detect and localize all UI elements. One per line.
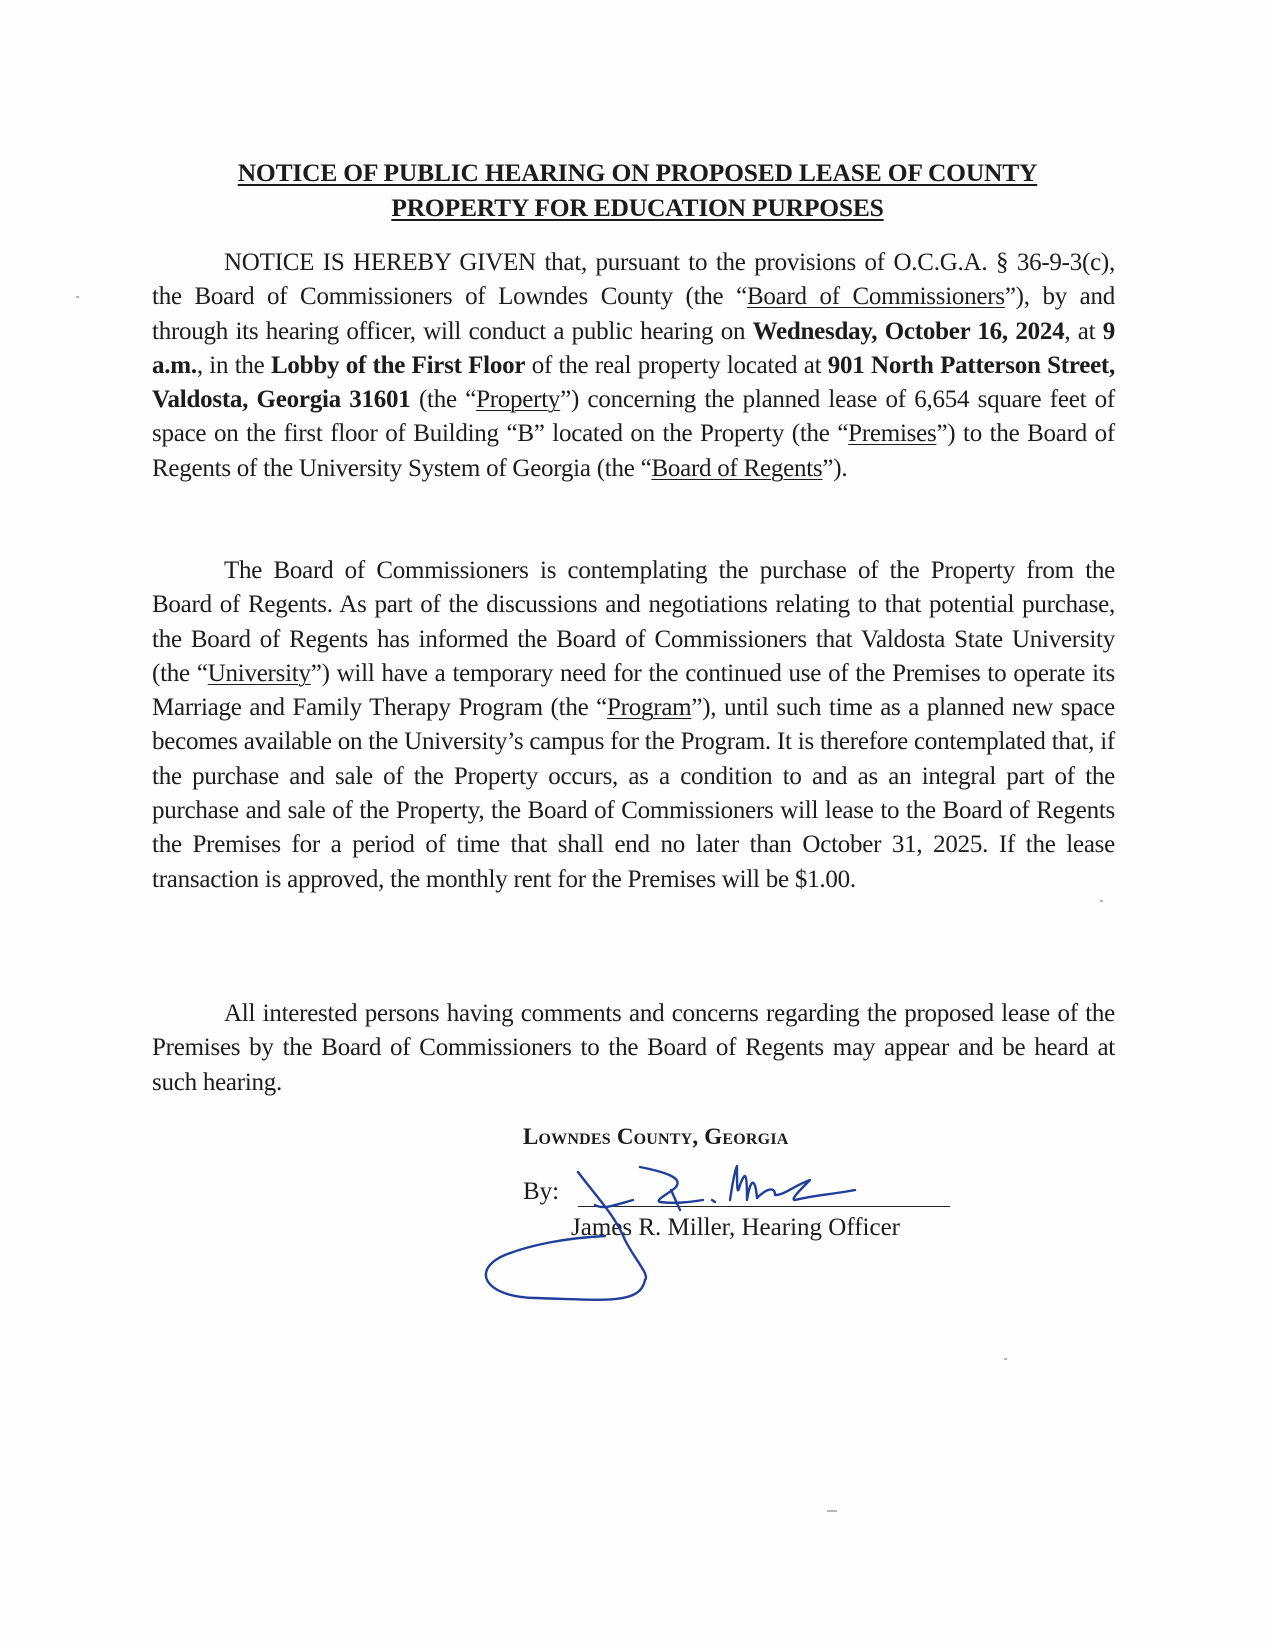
scan-speck	[76, 296, 79, 298]
paragraph-purchase-context: The Board of Commissioners is contemplating the purchase of the Property from the Board of Regents. As part of the discussions and negotiations relating to that potential purchase, the Board of Regents has informed the Board of Commissioners that Valdosta State University (the “University”) will have a temporary need for the continued use of the Premises to operate its Marriage and Family Therapy Program (the “Program”), until such time as a planned new space becomes available on the University’s campus for the Program. It is therefore contemplated that, if the purchase and sale of the Property occurs, as a condition to and as an integral part of the purchase and sale of the Property, the Board of Commissioners will lease to the Board of Regents the Premises for a period of time that shall end no later than October 31, 2025. If the lease transaction is approved, the monthly rent for the Premises will be $1.00.	[152, 557, 1115, 893]
by-label: By:	[523, 1178, 560, 1205]
defined-term-board-of-regents: Board of Regents	[651, 454, 823, 482]
defined-term-university: University	[207, 659, 311, 687]
paragraph-public-comment: All interested persons having comments and concerns regarding the proposed lease of the Premises by the Board of Commissioners to the Board of Regents may appear and be heard at such hearing.	[152, 1000, 1115, 1096]
defined-term-premises: Premises	[848, 420, 937, 448]
scan-speck	[1100, 900, 1103, 902]
hearing-location: Lobby of the First Floor	[271, 351, 526, 379]
signature-block	[523, 1122, 973, 1241]
title-line-2: PROPERTY FOR EDUCATION PURPOSES	[391, 193, 884, 222]
scan-speck	[1004, 1358, 1007, 1360]
hearing-date: Wednesday, October 16, 2024	[752, 317, 1065, 345]
defined-term-board-of-commissioners: Board of Commissioners	[746, 283, 1005, 311]
hearing-time: 9 a.m.	[152, 317, 1115, 379]
defined-term-program: Program	[607, 694, 692, 722]
signature-row	[523, 1178, 973, 1241]
county-name: Lowndes County, Georgia	[523, 1124, 789, 1149]
defined-term-property: Property	[476, 386, 561, 414]
signature-line	[578, 1206, 950, 1207]
title-line-1: NOTICE OF PUBLIC HEARING ON PROPOSED LEASE OF COUNTY	[237, 158, 1038, 187]
signer-name-title: James R. Miller, Hearing Officer	[571, 1214, 900, 1241]
paragraph-hearing-notice: NOTICE IS HEREBY GIVEN that, pursuant to the provisions of O.C.G.A. § 36-9-3(c), the Board of Commissioners of Lowndes County (the “Board of Commissioners”), by and through its hearing officer, will conduct a public hearing on Wednesday, October 16, 2024, at 9 a.m., in the Lobby of the First Floor of the real property located at 901 North Patterson Street, Valdosta, Georgia 31601 (the “Property”) concerning the planned lease of 6,654 square feet of space on the first floor of Building “B” located on the Property (the “Premises”) to the Board of Regents of the University System of Georgia (the “Board of Regents”).	[152, 249, 1115, 482]
scan-speck	[827, 1510, 837, 1512]
notice-title	[150, 155, 1125, 225]
property-address: 901 North Patterson Street, Valdosta, Georgia 31601	[152, 351, 1115, 414]
